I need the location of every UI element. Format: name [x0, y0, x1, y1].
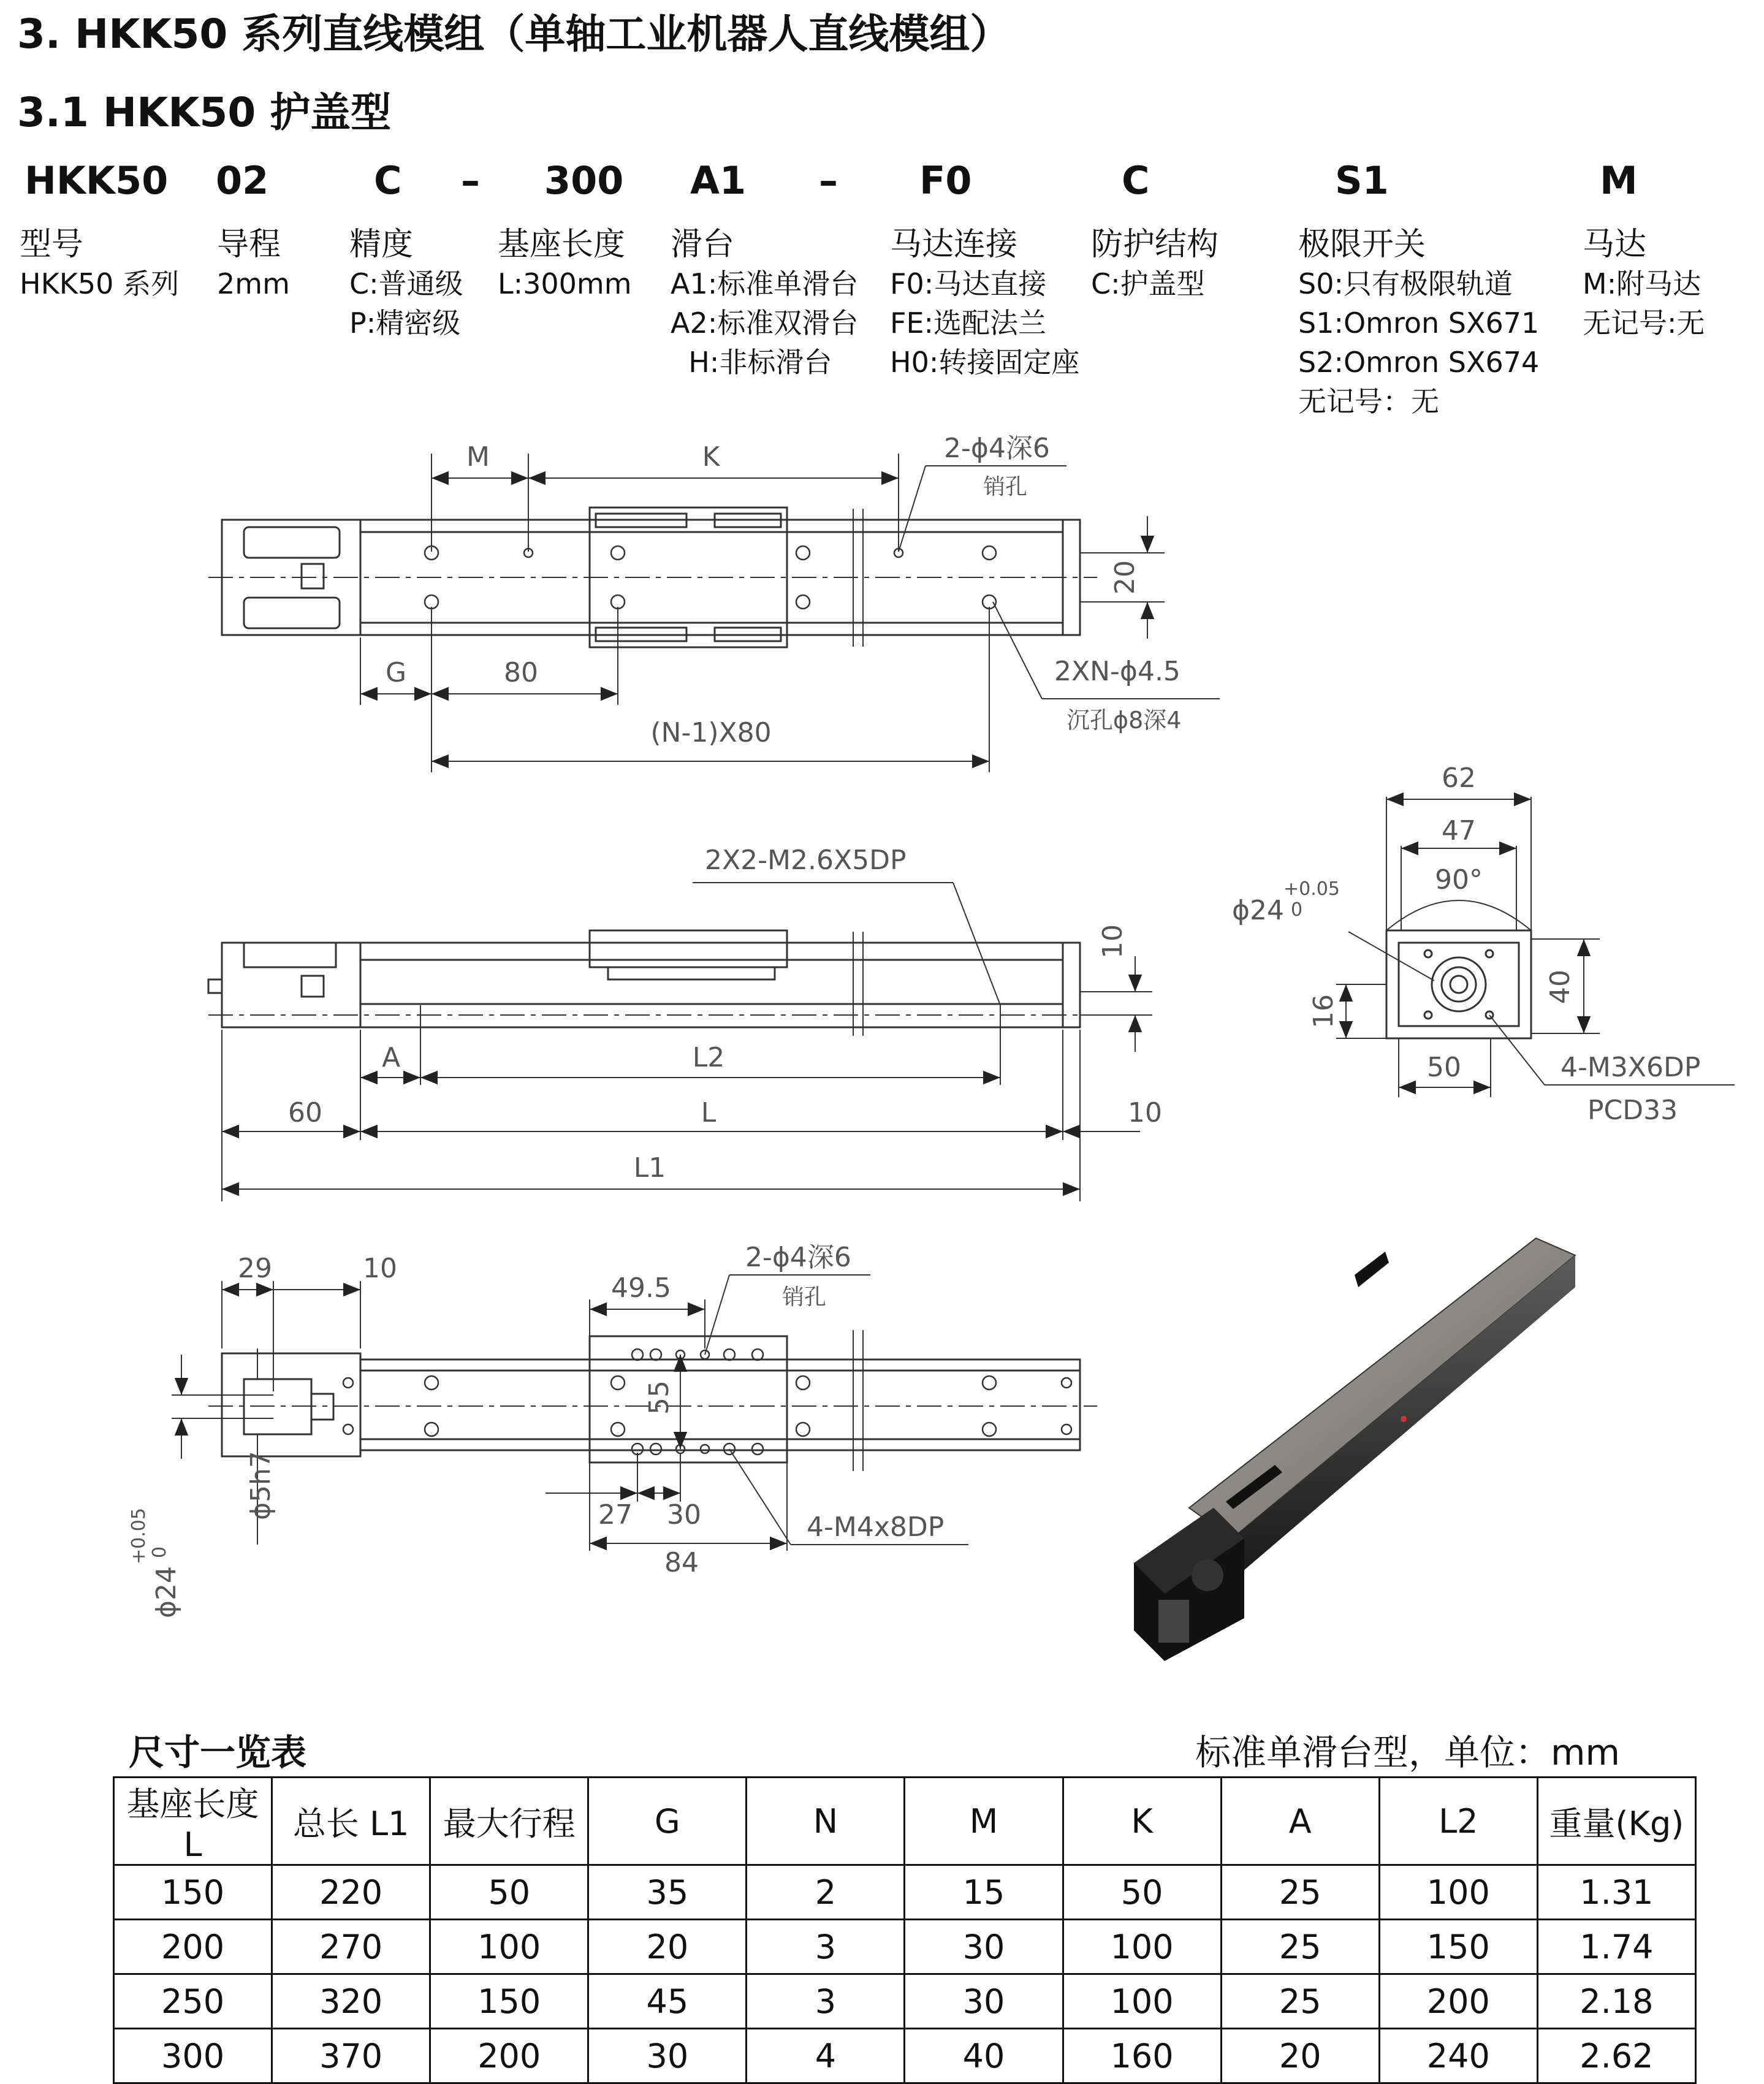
dim-84: 84	[664, 1547, 699, 1578]
table-cell: 40	[905, 2029, 1063, 2083]
field-line: P:精密级	[349, 306, 461, 340]
table-cell: 100	[1379, 1865, 1537, 1920]
table-cell: 2.62	[1537, 2029, 1695, 2083]
table-cell: 30	[905, 1974, 1063, 2029]
field-line: L:300mm	[498, 267, 632, 300]
table-cell: 15	[905, 1865, 1063, 1920]
table-cell: 250	[114, 1974, 272, 2029]
dim-a: A	[381, 1042, 401, 1073]
motor-bottom	[222, 1353, 360, 1456]
table-cell: 1.31	[1537, 1865, 1695, 1920]
bore-circle	[1432, 957, 1486, 1011]
field-title: 型号	[20, 226, 84, 263]
table-cell: 240	[1379, 2029, 1537, 2083]
bottom-view	[128, 1242, 1097, 1618]
dim-55: 55	[644, 1380, 675, 1415]
table-cell: 25	[1221, 1974, 1379, 2029]
field-title: 极限开关	[1298, 226, 1426, 263]
table-cell: 100	[430, 1920, 588, 1974]
field-accuracy	[349, 218, 463, 343]
table-cell: 45	[588, 1974, 747, 2029]
header-cell: 重量(Kg)	[1537, 1778, 1695, 1865]
field-line: 无记号:无	[1583, 306, 1705, 340]
field-line: A2:标准双滑台	[671, 306, 859, 340]
field-line: H:非标滑台	[671, 346, 832, 379]
dim-motor-60: 60	[288, 1097, 322, 1128]
table-cell: 160	[1063, 2029, 1221, 2083]
table-cell: 150	[1379, 1920, 1537, 1974]
dim-16: 16	[1308, 994, 1339, 1029]
field-title: 滑台	[671, 226, 735, 263]
field-title: 精度	[349, 226, 414, 263]
header-cell: A	[1221, 1778, 1379, 1865]
table-cell: 1.74	[1537, 1920, 1695, 1974]
field-base-length	[498, 218, 632, 303]
field-line: M:附马达	[1583, 267, 1701, 300]
dim-m: M	[466, 441, 490, 473]
label-pin-holes: 2-ϕ4深6	[944, 433, 1050, 464]
table-cell: 3	[747, 1974, 905, 2029]
table-cell: 2.18	[1537, 1974, 1695, 2029]
header-cell: G	[588, 1778, 747, 1865]
table-cell: 200	[114, 1920, 272, 1974]
section-title: 3. HKK50 系列直线模组（单轴工业机器人直线模组）	[17, 10, 1011, 58]
product-photo	[1122, 1232, 1587, 1661]
label-bore-tol-up: +0.05	[1283, 878, 1340, 900]
label-bottom-pin-note: 销孔	[782, 1285, 827, 1310]
label-pin-note: 销孔	[983, 474, 1028, 500]
code-part: M	[1600, 158, 1638, 203]
table-cell: 25	[1221, 1920, 1379, 1974]
header-cell: M	[905, 1778, 1063, 1865]
label-bore-tol-low: 0	[1291, 899, 1303, 921]
field-line: A1:标准单滑台	[671, 267, 859, 300]
code-part: –	[819, 158, 838, 203]
table-cell: 2	[747, 1865, 905, 1920]
dim-pitch: 80	[504, 657, 538, 688]
dim-width-20: 20	[1109, 560, 1141, 595]
table-row	[114, 1974, 1696, 2029]
table-title: 尺寸一览表	[129, 1732, 307, 1773]
field-line: 无记号：无	[1298, 385, 1439, 418]
end-flange	[1386, 930, 1531, 1038]
code-part: HKK50	[25, 158, 169, 203]
field-line: S0:只有极限轨道	[1298, 267, 1513, 300]
table-row	[114, 1920, 1696, 1974]
code-part: F0	[919, 158, 972, 203]
field-line: S2:Omron SX674	[1298, 346, 1540, 379]
field-line: C:普通级	[349, 267, 463, 300]
field-line: HKK50 系列	[20, 267, 180, 300]
field-line: 2mm	[217, 267, 290, 300]
table-body	[114, 1865, 1696, 2083]
label-pcd: PCD33	[1587, 1095, 1678, 1126]
dim-end-10: 10	[1128, 1097, 1162, 1128]
header-cell: 基座长度 L	[114, 1778, 272, 1865]
field-model	[20, 218, 179, 303]
label-bottom-tap: 4-M4x8DP	[807, 1512, 945, 1543]
table-cell: 100	[1063, 1920, 1221, 1974]
field-motor	[1583, 218, 1705, 343]
dim-30: 30	[667, 1499, 701, 1531]
code-part: 02	[216, 158, 269, 203]
table-row	[114, 2029, 1696, 2083]
dim-29: 29	[238, 1253, 272, 1284]
dim-g: G	[385, 657, 407, 688]
header-cell: N	[747, 1778, 905, 1865]
code-part: C	[374, 158, 402, 203]
table-cell: 30	[905, 1920, 1063, 1974]
field-title: 马达	[1583, 226, 1647, 263]
code-part: A1	[690, 158, 747, 203]
table-note: 标准单滑台型，单位：mm	[1195, 1732, 1620, 1773]
label-mount-note: 沉孔ϕ8深4	[1066, 707, 1182, 734]
coupling	[302, 564, 324, 588]
dim-height-10: 10	[1097, 924, 1128, 959]
field-title: 防护结构	[1091, 226, 1219, 263]
base-bottom	[360, 1360, 1080, 1450]
label-end-tap: 4-M3X6DP	[1561, 1052, 1701, 1083]
field-title: 导程	[217, 226, 281, 263]
field-line: C:护盖型	[1091, 267, 1205, 300]
field-line: H0:转接固定座	[890, 346, 1080, 379]
label-shaft: ϕ5h7	[245, 1451, 276, 1520]
table-cell: 150	[430, 1974, 588, 2029]
dimension-table	[113, 1776, 1697, 2084]
table-cell: 35	[588, 1865, 747, 1920]
end-view	[1232, 762, 1735, 1126]
dim-l2: L2	[692, 1042, 725, 1073]
label-bottom-pin: 2-ϕ4深6	[745, 1242, 851, 1273]
table-cell: 4	[747, 2029, 905, 2083]
field-line: S1:Omron SX671	[1298, 306, 1540, 340]
field-line: FE:选配法兰	[890, 306, 1047, 340]
table-cell: 150	[114, 1865, 272, 1920]
field-title: 马达连接	[890, 226, 1018, 263]
dim-27: 27	[598, 1499, 633, 1531]
table-cell: 50	[1063, 1865, 1221, 1920]
table-cell: 25	[1221, 1865, 1379, 1920]
dim-l1: L1	[633, 1152, 666, 1184]
code-part: –	[461, 158, 480, 203]
table-cell: 270	[272, 1920, 430, 1974]
dim-k: K	[702, 441, 720, 473]
label-mount-holes: 2XN-ϕ4.5	[1054, 656, 1180, 687]
code-part: S1	[1335, 158, 1389, 203]
label-bore: ϕ24	[1232, 895, 1285, 926]
dim-angle: 90°	[1435, 864, 1483, 896]
slider-side	[590, 930, 787, 967]
header-cell: 总长 L1	[272, 1778, 430, 1865]
header-cell: 最大行程	[430, 1778, 588, 1865]
field-title: 基座长度	[498, 226, 626, 263]
table-cell: 300	[114, 2029, 272, 2083]
table-cell: 200	[430, 2029, 588, 2083]
field-line: F0:马达直接	[890, 267, 1047, 300]
code-part: 300	[544, 158, 624, 203]
code-part: C	[1122, 158, 1150, 203]
side-view	[208, 845, 1162, 1201]
header-cell: L2	[1379, 1778, 1537, 1865]
table-cell: 320	[272, 1974, 430, 2029]
table-cell: 30	[588, 2029, 747, 2083]
dim-40: 40	[1545, 970, 1576, 1004]
field-motor-connection	[890, 218, 1079, 382]
label-side-tap: 2X2-M2.6X5DP	[705, 845, 907, 876]
field-lead	[217, 218, 290, 303]
dim-62: 62	[1442, 762, 1476, 794]
table-cell: 220	[272, 1865, 430, 1920]
subsection-title: 3.1 HKK50 护盖型	[17, 89, 392, 136]
field-protection	[1091, 218, 1218, 303]
label-bottom-tol-up: +0.05	[128, 1508, 150, 1564]
dim-47: 47	[1442, 815, 1476, 846]
dim-50: 50	[1427, 1052, 1461, 1083]
table-cell: 3	[747, 1920, 905, 1974]
table-cell: 370	[272, 2029, 430, 2083]
field-limit-switch	[1298, 218, 1539, 421]
label-bottom-tol-low: 0	[149, 1546, 170, 1558]
dim-l: L	[701, 1097, 717, 1128]
table-cell: 50	[430, 1865, 588, 1920]
dim-49-5: 49.5	[611, 1272, 671, 1304]
table-row	[114, 1865, 1696, 1920]
header-cell: K	[1063, 1778, 1221, 1865]
table-cell: 100	[1063, 1974, 1221, 2029]
dim-bottom-10: 10	[363, 1253, 397, 1284]
table-header-row	[114, 1778, 1696, 1865]
dim-span: (N-1)X80	[650, 717, 772, 748]
table-cell: 200	[1379, 1974, 1537, 2029]
table-cell: 20	[1221, 2029, 1379, 2083]
top-view	[208, 433, 1220, 772]
table-cell: 20	[588, 1920, 747, 1974]
field-slider	[671, 218, 858, 382]
label-bottom-bore: ϕ24	[151, 1565, 182, 1618]
